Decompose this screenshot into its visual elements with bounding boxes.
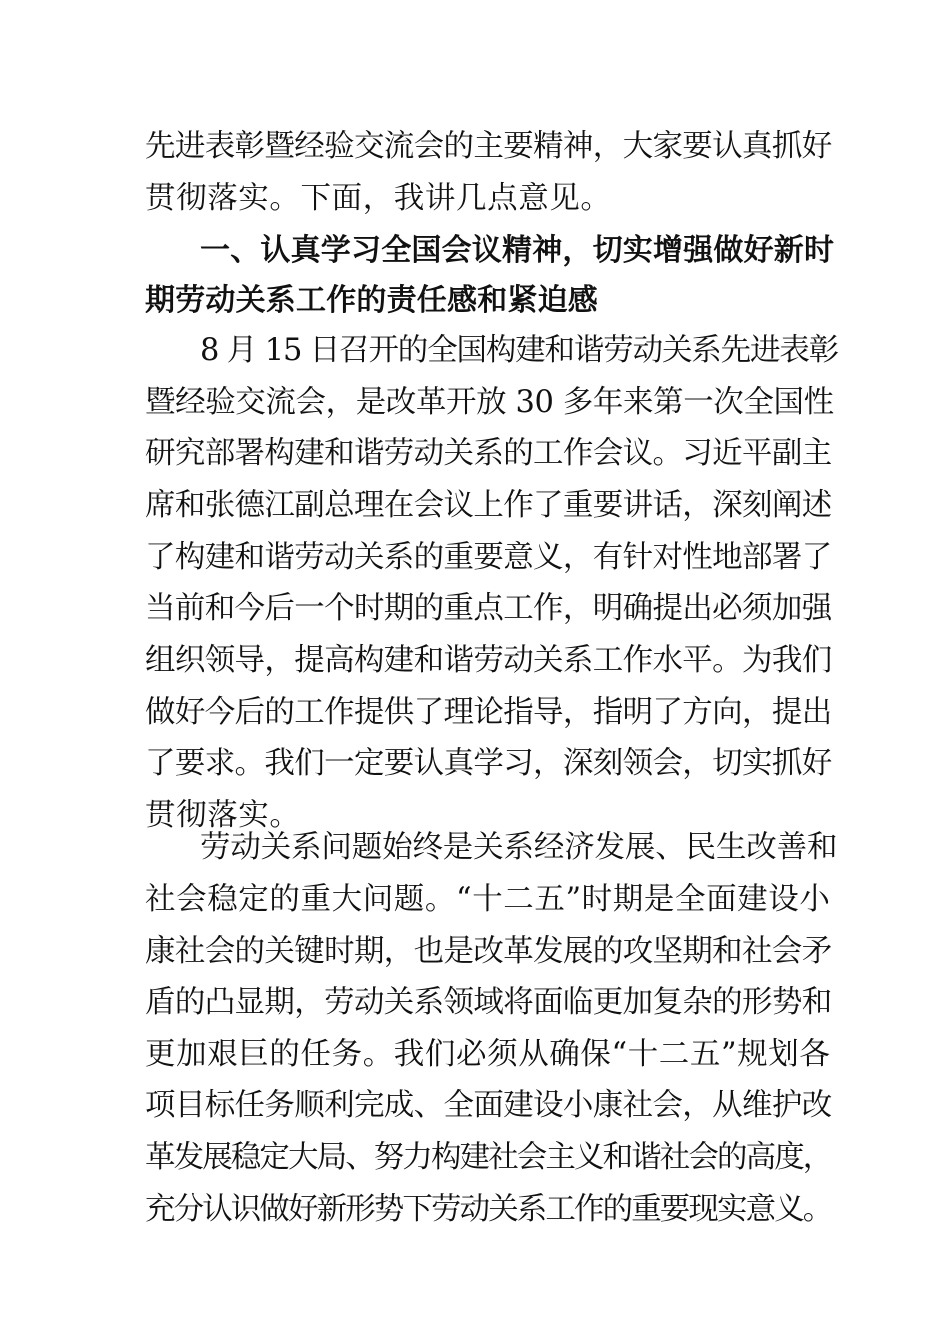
paragraph-line: 社会稳定的重大问题。“十二五”时期是全面建设小 xyxy=(145,882,831,917)
paragraph-line: 当前和今后一个时期的重点工作，明确提出必须加强 xyxy=(145,591,832,626)
paragraph-line: 研究部署构建和谐劳动关系的工作会议。习近平副主 xyxy=(145,436,832,471)
section-heading-line: 期劳动关系工作的责任感和紧迫感 xyxy=(145,283,598,318)
paragraph-line: 了要求。我们一定要认真学习，深刻领会，切实抓好 xyxy=(145,746,832,781)
paragraph-line: 充分认识做好新形势下劳动关系工作的重要现实意义。 xyxy=(145,1192,832,1227)
paragraph-line: 组织领导，提高构建和谐劳动关系工作水平。为我们 xyxy=(145,643,832,678)
paragraph-line: 暨经验交流会，是改革开放 30 多年来第一次全国性 xyxy=(145,385,834,420)
paragraph-line: 席和张德江副总理在会议上作了重要讲话，深刻阐述 xyxy=(145,488,832,523)
intro-line: 贯彻落实。下面，我讲几点意见。 xyxy=(145,181,612,216)
paragraph-line: 更加艰巨的任务。我们必须从确保“十二五”规划各 xyxy=(145,1037,831,1072)
paragraph-line: 项目标任务顺利完成、全面建设小康社会，从维护改 xyxy=(145,1088,832,1123)
intro-line: 先进表彰暨经验交流会的主要精神，大家要认真抓好 xyxy=(145,129,832,164)
paragraph-line: 盾的凸显期，劳动关系领域将面临更加复杂的形势和 xyxy=(145,985,832,1020)
paragraph-line: 做好今后的工作提供了理论指导，指明了方向，提出 xyxy=(145,695,832,730)
paragraph-line: 革发展稳定大局、努力构建社会主义和谐社会的高度， xyxy=(145,1140,832,1175)
paragraph-line: 了构建和谐劳动关系的重要意义，有针对性地部署了 xyxy=(145,540,832,575)
paragraph-line: 劳动关系问题始终是关系经济发展、民生改善和 xyxy=(200,830,838,865)
paragraph-line: 8 月 15 日召开的全国构建和谐劳动关系先进表彰 xyxy=(200,333,839,368)
paragraph-line: 贯彻落实。 xyxy=(145,798,301,833)
section-heading-line: 一、认真学习全国会议精神，切实增强做好新时 xyxy=(200,233,835,268)
paragraph-line: 康社会的关键时期，也是改革发展的攻坚期和社会矛 xyxy=(145,934,832,969)
